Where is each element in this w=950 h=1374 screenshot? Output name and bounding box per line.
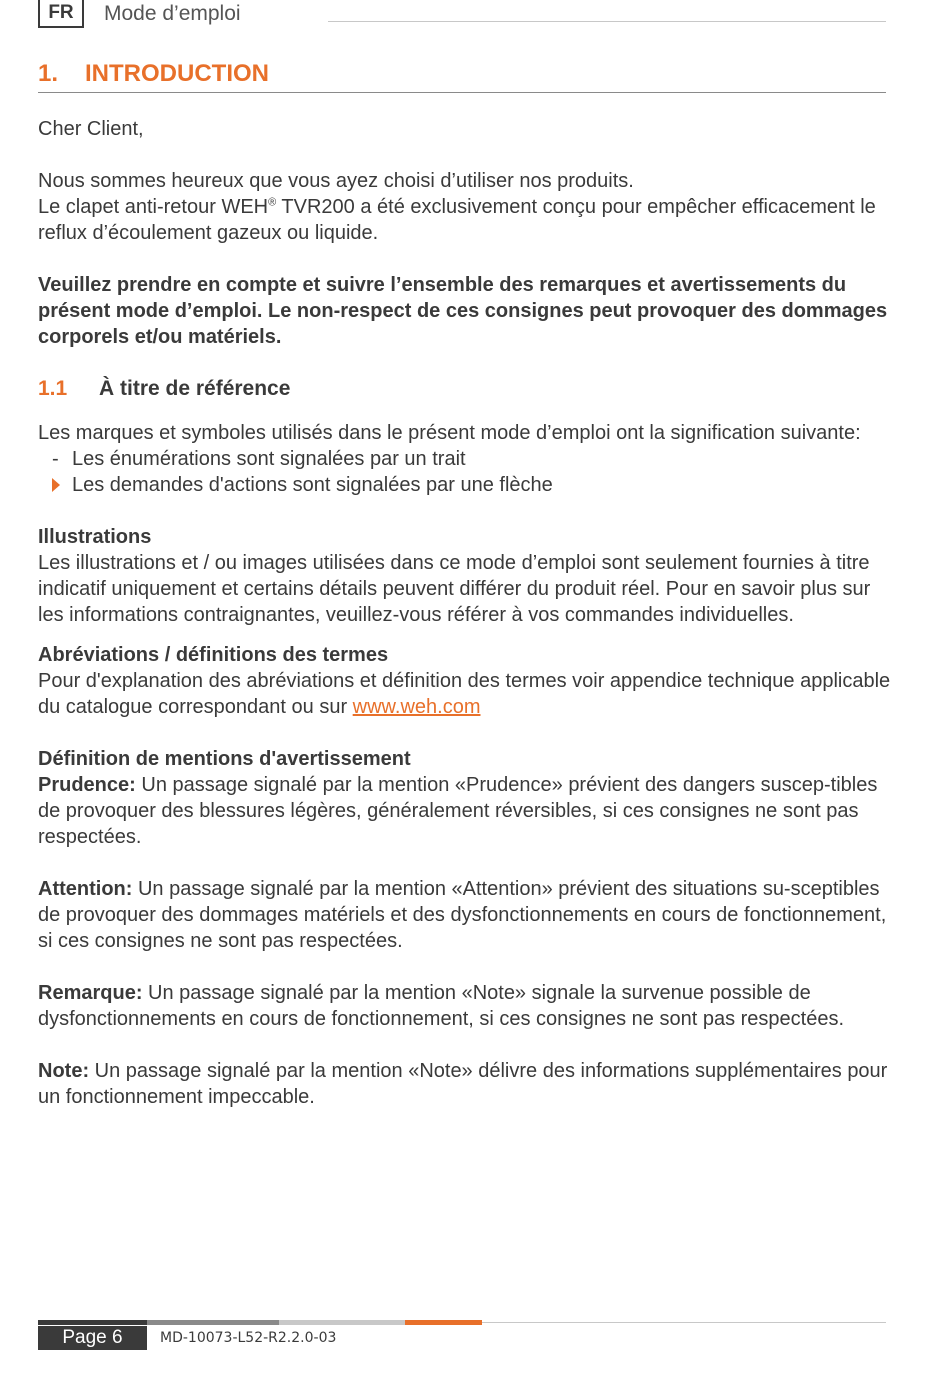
subsection-title: À titre de référence	[99, 377, 291, 400]
page-footer	[38, 1320, 886, 1354]
intro-line-2-end: TVR200 a été exclusivement conçu pour empêcher efficacement le reflux d’écoulement gazeux ou liquide.	[38, 196, 876, 244]
remarque-text: Un passage signalé par la mention «Note» signale la survenue possible de dysfonctionnements en cours de fonctionnement, si ces consignes ne sont pas respectées.	[38, 982, 845, 1030]
safety-warning: Veuillez prendre en compte et suivre l’ensemble des remarques et avertissements du présent mode d’emploi. Le non-respect de ces consignes peut provoquer des dommages corporels et/ou matériels.	[38, 274, 888, 348]
remarque-label: Remarque:	[38, 982, 143, 1004]
intro-line-2-start: Le clapet anti-retour WEH	[38, 196, 269, 218]
footer-bar-light	[279, 1320, 405, 1325]
list-item-dash	[38, 446, 898, 472]
attention-label: Attention:	[38, 878, 133, 900]
illustrations-text: Les illustrations et / ou images utilisées dans ce mode d’emploi sont seulement fournies à titre indicatif uniquement et certains détails peuvent différer du produit réel. Pour en savoir plus sur les informations contraignantes, veuillez-vous référer à vos commandes individuelles.	[38, 552, 871, 626]
warnings-heading: Définition de mentions d'avertissement	[38, 748, 411, 770]
note-paragraph	[38, 1058, 898, 1110]
document-type-title: Mode d’emploi	[104, 2, 241, 25]
prudence-paragraph	[38, 772, 898, 850]
intro-line-1: Nous sommes heureux que vous ayez choisi d’utiliser nos produits.	[38, 170, 634, 192]
footer-line	[482, 1322, 886, 1323]
section-heading	[38, 60, 886, 93]
weh-website-link[interactable]: www.weh.com	[352, 696, 481, 718]
remarque-paragraph	[38, 980, 898, 1032]
abbreviations-heading: Abréviations / définitions des termes	[38, 644, 389, 666]
footer-bar-gray	[147, 1320, 279, 1325]
footer-bar-dark	[38, 1320, 147, 1325]
intro-line-2	[38, 194, 898, 246]
footer-bar-accent	[405, 1320, 482, 1325]
list-item-arrow-text: Les demandes d'actions sont signalées par une flèche	[72, 474, 553, 496]
registered-mark: ®	[268, 196, 277, 209]
prudence-text: Un passage signalé par la mention «Prudence» prévient des dangers suscep-tibles de provoquer des blessures légères, généralement réversibles, si ces consignes ne sont pas respectées.	[38, 774, 878, 848]
illustrations-heading: Illustrations	[38, 526, 152, 548]
main-content	[38, 116, 898, 1110]
abbreviations-body: Pour d'explanation des abréviations et définition des termes voir appendice technique applicable du catalogue correspondant ou sur	[38, 670, 891, 718]
note-text: Un passage signalé par la mention «Note» délivre des informations supplémentaires pour un fonctionnement impeccable.	[38, 1060, 888, 1108]
section-title: INTRODUCTION	[85, 60, 269, 87]
dash-symbol: -	[52, 448, 59, 470]
attention-paragraph	[38, 876, 898, 954]
subsection-heading	[38, 376, 898, 406]
prudence-label: Prudence:	[38, 774, 136, 796]
greeting: Cher Client,	[38, 118, 144, 140]
language-badge: FR	[38, 0, 84, 28]
abbreviations-text	[38, 668, 898, 720]
list-item-dash-text: Les énumérations sont signalées par un trait	[72, 448, 466, 470]
list-item-arrow	[38, 472, 898, 498]
note-label: Note:	[38, 1060, 90, 1082]
arrow-right-icon	[52, 478, 60, 492]
section-number: 1.	[38, 60, 59, 87]
attention-text: Un passage signalé par la mention «Attention» prévient des situations su-sceptibles de provoquer des dommages matériels et des dysfonctionnements en cours de fonctionnement, si ces consignes ne sont pas respectées.	[38, 878, 887, 952]
document-number: MD-10073-L52-R2.2.0-03	[160, 1330, 337, 1346]
page-header	[38, 0, 886, 32]
header-divider	[328, 21, 886, 22]
subsection-number: 1.1	[38, 377, 68, 400]
page-number: Page 6	[38, 1326, 147, 1350]
symbols-intro: Les marques et symboles utilisés dans le présent mode d’emploi ont la signification suivante:	[38, 422, 861, 444]
